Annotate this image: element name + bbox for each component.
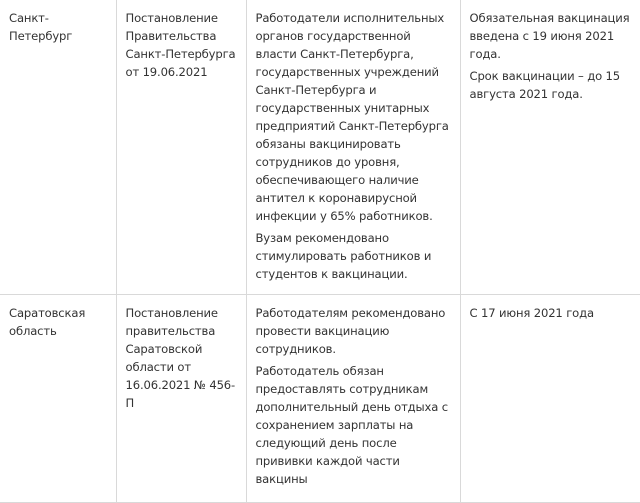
region-name: Саратовская область xyxy=(9,304,108,340)
term-text: С 17 июня 2021 года xyxy=(470,304,640,322)
requirement-text: Работодатель обязан предоставлять сотрудникам дополнительный день отдыха с сохранением зарплаты на следующий день после прививки каждой части вакцины xyxy=(256,362,452,488)
term-text: Обязательная вакцинация введена с 19 июня 2021 года. xyxy=(470,9,640,63)
document-name: Постановление Правительства Санкт-Петербурга от 19.06.2021 xyxy=(126,9,238,81)
requirement-text: Вузам рекомендовано стимулировать работников и студентов к вакцинации. xyxy=(256,229,452,283)
region-cell xyxy=(0,0,116,295)
term-text: Срок вакцинации – до 15 августа 2021 года. xyxy=(470,67,640,103)
requirements-cell xyxy=(246,295,460,503)
document-name: Постановление правительства Саратовской области от 16.06.2021 № 456-П xyxy=(126,304,238,412)
requirement-text: Работодателям рекомендовано провести вакцинацию сотрудников. xyxy=(256,304,452,358)
region-name: Санкт- Петербург xyxy=(9,9,108,45)
terms-cell xyxy=(460,0,640,295)
requirements-cell xyxy=(246,0,460,295)
region-cell xyxy=(0,295,116,503)
document-cell xyxy=(116,295,246,503)
document-cell xyxy=(116,0,246,295)
terms-cell xyxy=(460,295,640,503)
table-row xyxy=(0,295,640,503)
requirement-text: Работодатели исполнительных органов государственной власти Санкт-Петербурга, государственных учреждений Санкт-Петербурга и государственных унитарных предприятий Санкт-Петербурга обязаны вакцинировать сотрудников до уровня, обеспечивающего наличие антител к коронавирусной инфекции у 65% работников. xyxy=(256,9,452,225)
